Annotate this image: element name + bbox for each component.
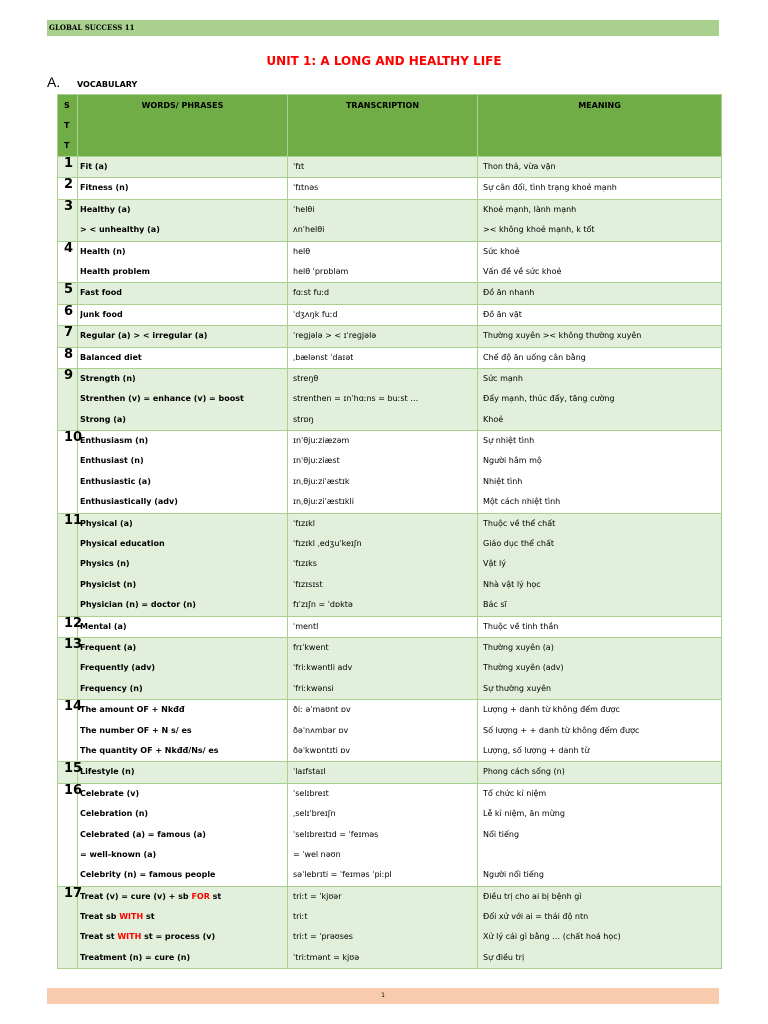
table-row <box>58 513 722 616</box>
transcription-text: ˈlaɪfstaɪl <box>293 767 326 777</box>
word-text: = well-known (a) <box>80 849 157 859</box>
meaning-text: Thon thả, vừa vặn <box>483 162 556 171</box>
transcription-cell <box>288 241 478 283</box>
meaning-text: Điều trị cho ai bị bệnh gì <box>483 891 582 901</box>
table-row <box>58 304 722 325</box>
word-cell <box>78 157 288 178</box>
header-text: GLOBAL SUCCESS 11 <box>49 23 135 32</box>
table-row <box>58 199 722 241</box>
word-cell <box>78 637 288 699</box>
row-number: 7 <box>64 325 74 341</box>
meaning-cell <box>478 513 722 616</box>
footer-bar <box>47 988 719 1004</box>
row-number: 8 <box>64 346 74 362</box>
meaning-cell <box>478 637 722 699</box>
word-text: Celebrate (v) <box>80 788 140 798</box>
transcription-text: ɪnˌθjuːziˈæstɪkli <box>293 497 354 507</box>
row-number-cell <box>58 178 78 199</box>
meaning-text: Vấn đề về sức khoẻ <box>483 266 562 276</box>
table-header-row <box>58 95 722 157</box>
row-number-cell <box>58 430 83 514</box>
word-text: Frequent (a) <box>80 642 137 652</box>
transcription-cell <box>288 347 478 368</box>
transcription-text: triːt = ˈkjʊər <box>293 891 342 901</box>
transcription-text: ˈfɪzɪks <box>293 559 317 569</box>
row-number: 1 <box>64 156 74 171</box>
word-text: Enthusiastically (adv) <box>80 497 178 507</box>
meaning-text: Lễ kỉ niệm, ăn mừng <box>483 809 565 819</box>
meaning-cell <box>478 700 722 762</box>
table-row <box>58 368 722 430</box>
word-text: Fit (a) <box>80 162 108 171</box>
row-number-cell <box>58 157 78 178</box>
word-text: Celebration (n) <box>80 809 149 819</box>
row-number-cell <box>58 782 83 886</box>
transcription-text: ˈtriːtmənt = kjʊə <box>293 952 360 962</box>
transcription-text: ˈfriːkwəntli adv <box>293 663 353 673</box>
word-text: > < unhealthy (a) <box>80 225 160 235</box>
meaning-cell <box>478 326 722 347</box>
row-number-cell <box>58 326 78 347</box>
word-text: Enthusiasm (n) <box>80 436 149 446</box>
meaning-text: Nhiệt tình <box>483 476 523 486</box>
transcription-text: ɪnˈθjuːziæst <box>293 456 340 466</box>
word-text: Treat sb WITH st <box>80 912 155 922</box>
word-text: Physical (a) <box>80 518 133 528</box>
table-row <box>58 637 722 699</box>
transcription-text: ðəˈkwɒntɪti ɒv <box>293 745 351 755</box>
meaning-text: Sự nhiệt tình <box>483 436 535 446</box>
transcription-cell <box>288 431 478 514</box>
header-stt-2: T <box>64 121 70 130</box>
row-number: 12 <box>64 615 83 631</box>
word-text: Frequently (adv) <box>80 663 156 673</box>
word-text: Junk food <box>80 309 123 319</box>
transcription-cell <box>288 637 478 699</box>
meaning-cell <box>478 283 722 304</box>
row-number: 11 <box>64 512 83 528</box>
table-row <box>58 783 722 886</box>
meaning-cell <box>478 431 722 514</box>
word-cell <box>78 431 288 514</box>
transcription-text: helθ ˈprɒbləm <box>293 266 349 276</box>
word-cell <box>78 783 288 886</box>
word-text: Fitness (n) <box>80 183 129 193</box>
meaning-text: Thường xuyên (a) <box>483 642 554 652</box>
row-number-cell <box>58 304 78 325</box>
transcription-text: ˌselɪˈbreɪʃn <box>293 809 336 819</box>
word-text: Fast food <box>80 288 122 298</box>
transcription-text: strɒŋ <box>293 414 314 424</box>
row-number-cell <box>58 199 78 241</box>
transcription-text: ˈfriːkwənsi <box>293 683 334 693</box>
header-words: WORDS/ PHRASES <box>78 95 288 157</box>
transcription-text: = ˈwel nəʊn <box>293 849 341 859</box>
word-text: Celebrated (a) = famous (a) <box>80 829 206 839</box>
transcription-cell <box>288 178 478 199</box>
transcription-text: ˈselɪbreɪt <box>293 788 329 798</box>
meaning-text: Thuộc về tinh thần <box>483 621 559 631</box>
meaning-text: Đồ ăn nhanh <box>483 288 535 298</box>
meaning-cell <box>478 783 722 886</box>
vocabulary-table <box>57 94 722 969</box>
transcription-cell <box>288 199 478 241</box>
word-text: Physics (n) <box>80 559 130 569</box>
word-text: Physical education <box>80 539 165 549</box>
transcription-text: ˈdʒʌŋk fuːd <box>293 309 338 319</box>
transcription-text: ˈfɪzɪkl <box>293 518 316 528</box>
meaning-text: Sức khoẻ <box>483 246 520 256</box>
transcription-text: triːt <box>293 912 308 922</box>
meaning-text: Khoẻ mạnh, lành mạnh <box>483 204 577 214</box>
meaning-cell <box>478 304 722 325</box>
row-number-cell <box>58 368 78 430</box>
row-number: 10 <box>64 430 83 446</box>
meaning-text <box>483 845 721 865</box>
transcription-text: ɪnˌθjuːziˈæstɪk <box>293 476 350 486</box>
meaning-text: Tổ chức kỉ niệm <box>483 788 547 798</box>
transcription-cell <box>288 157 478 178</box>
word-cell <box>78 368 288 430</box>
table-row <box>58 326 722 347</box>
transcription-text: ɪnˈθjuːziæzəm <box>293 436 350 446</box>
meaning-text: Sự cân đối, tình trạng khoẻ mạnh <box>483 183 617 193</box>
word-cell <box>78 304 288 325</box>
row-number-cell <box>58 241 78 283</box>
meaning-text: Nổi tiếng <box>483 829 520 839</box>
word-text: Lifestyle (n) <box>80 767 135 777</box>
section-letter: A. <box>47 74 61 90</box>
meaning-text: Đẩy mạnh, thúc đẩy, tăng cường <box>483 394 615 404</box>
transcription-text: ˈmentl <box>293 621 319 631</box>
word-text: Treat st WITH st = process (v) <box>80 932 216 942</box>
transcription-text: fɪˈzɪʃn = ˈdɒktə <box>293 600 353 610</box>
transcription-text: ðiː əˈmaʊnt ɒv <box>293 705 351 715</box>
meaning-cell <box>478 241 722 283</box>
row-number-cell <box>58 636 83 699</box>
word-cell <box>78 700 288 762</box>
table-row <box>58 431 722 514</box>
meaning-text: Lượng + danh từ không đếm được <box>483 705 620 715</box>
word-text: The quantity OF + Nkđđ/Ns/ es <box>80 745 219 755</box>
meaning-text: Đối xử với ai = thái độ ntn <box>483 912 589 922</box>
transcription-cell <box>288 616 478 637</box>
word-text: Balanced diet <box>80 352 142 362</box>
transcription-text: strenthen = ɪnˈhɑːns = buːst … <box>293 394 419 404</box>
meaning-text: Đồ ăn vặt <box>483 309 522 319</box>
transcription-text: frɪˈkwent <box>293 642 329 652</box>
row-number: 14 <box>64 699 83 715</box>
transcription-cell <box>288 886 478 969</box>
row-number: 16 <box>64 782 83 798</box>
meaning-text: Khoẻ <box>483 414 504 424</box>
row-number: 9 <box>64 367 74 383</box>
row-number-cell <box>58 283 78 304</box>
word-text: Mental (a) <box>80 621 127 631</box>
meaning-cell <box>478 178 722 199</box>
table-row <box>58 616 722 637</box>
word-text: Frequency (n) <box>80 683 143 693</box>
word-text: Health (n) <box>80 246 126 256</box>
meaning-text: Vật lý <box>483 559 507 569</box>
meaning-text: Sự thường xuyên <box>483 683 552 693</box>
section-label: VOCABULARY <box>77 80 138 89</box>
meaning-text: Phong cách sống (n) <box>483 767 565 777</box>
table-row <box>58 157 722 178</box>
row-number: 2 <box>64 177 74 193</box>
word-text: Health problem <box>80 266 150 276</box>
table-row <box>58 347 722 368</box>
header-stt <box>58 95 78 157</box>
word-cell <box>78 616 288 637</box>
word-cell <box>78 199 288 241</box>
word-cell <box>78 326 288 347</box>
row-number-cell <box>58 699 83 762</box>
transcription-text: səˈlebrɪti = ˈfeɪməs ˈpiːpl <box>293 870 392 880</box>
header-stt-3: T <box>64 141 70 150</box>
table-row <box>58 762 722 783</box>
transcription-cell <box>288 283 478 304</box>
transcription-text: ˈselɪbreɪtɪd = ˈfeɪməs <box>293 829 379 839</box>
meaning-text: Sức mạnh <box>483 373 523 383</box>
table-row <box>58 178 722 199</box>
meaning-cell <box>478 199 722 241</box>
transcription-cell <box>288 783 478 886</box>
meaning-cell <box>478 157 722 178</box>
meaning-cell <box>478 347 722 368</box>
header-meaning: MEANING <box>478 95 722 157</box>
meaning-text: Thường xuyên (adv) <box>483 663 564 673</box>
word-text: The amount OF + Nkđđ <box>80 705 185 715</box>
transcription-text: ˈfɪzɪsɪst <box>293 579 323 589</box>
header-stt-1: S <box>64 101 70 110</box>
meaning-text: >< không khoẻ mạnh, k tốt <box>483 225 595 235</box>
transcription-cell <box>288 762 478 783</box>
transcription-text: ˈreɡjələ > < ɪˈreɡjələ <box>293 331 377 341</box>
header-bar <box>47 20 719 36</box>
table-row <box>58 241 722 283</box>
word-cell <box>78 178 288 199</box>
word-text: Strength (n) <box>80 373 136 383</box>
word-text: The number OF + N s/ es <box>80 725 192 735</box>
row-number: 3 <box>64 198 74 214</box>
row-number-cell <box>58 512 83 616</box>
header-transcription: TRANSCRIPTION <box>288 95 478 157</box>
table-row <box>58 283 722 304</box>
word-text: Physician (n) = doctor (n) <box>80 600 196 610</box>
word-text: Treatment (n) = cure (n) <box>80 952 191 962</box>
transcription-text: helθ <box>293 246 311 256</box>
transcription-text: streŋθ <box>293 373 319 383</box>
meaning-text: Xử lý cái gì bằng … (chất hoá học) <box>483 932 621 942</box>
word-text: Healthy (a) <box>80 204 131 214</box>
transcription-text: fɑːst fuːd <box>293 288 330 298</box>
meaning-cell <box>478 368 722 430</box>
word-text: Regular (a) > < irregular (a) <box>80 331 208 341</box>
meaning-text: Bác sĩ <box>483 600 507 610</box>
transcription-cell <box>288 513 478 616</box>
transcription-text: ˈfɪtnəs <box>293 183 319 193</box>
row-number-cell <box>58 761 83 783</box>
word-cell <box>78 513 288 616</box>
word-text: Physicist (n) <box>80 579 137 589</box>
word-cell <box>78 241 288 283</box>
meaning-text: Lượng, số lượng + danh từ <box>483 745 590 755</box>
transcription-cell <box>288 304 478 325</box>
transcription-cell <box>288 368 478 430</box>
word-cell <box>78 347 288 368</box>
meaning-text: Thuộc về thể chất <box>483 518 556 528</box>
table-row <box>58 700 722 762</box>
word-cell <box>78 283 288 304</box>
table-row <box>58 886 722 969</box>
row-number: 13 <box>64 636 83 652</box>
row-number: 17 <box>64 885 83 901</box>
meaning-text: Sự điều trị <box>483 952 525 962</box>
page-number: 1 <box>381 992 385 999</box>
transcription-text: ˌbælənst ˈdaɪət <box>293 352 354 362</box>
meaning-text: Số lượng + + danh từ không đếm được <box>483 725 640 735</box>
word-text: Strong (a) <box>80 414 126 424</box>
row-number-cell <box>58 885 83 969</box>
transcription-text: ˈfɪzɪkl ˌedʒuˈkeɪʃn <box>293 539 362 549</box>
word-text: Celebrity (n) = famous people <box>80 870 216 880</box>
transcription-text: ˈfɪt <box>293 162 305 171</box>
word-text: Strenthen (v) = enhance (v) = boost <box>80 394 244 404</box>
row-number-cell <box>58 347 78 368</box>
meaning-text: Người hâm mộ <box>483 456 542 466</box>
transcription-text: triːt = ˈprəʊses <box>293 932 353 942</box>
meaning-text: Giáo dục thể chất <box>483 539 555 549</box>
meaning-text: Chế độ ăn uống cân bằng <box>483 352 586 362</box>
meaning-cell <box>478 762 722 783</box>
row-number: 15 <box>64 761 83 777</box>
meaning-text: Thường xuyên >< không thường xuyên <box>483 331 642 341</box>
transcription-text: ðəˈnʌmbər ɒv <box>293 725 349 735</box>
word-cell <box>78 886 288 969</box>
word-text: Enthusiastic (a) <box>80 476 151 486</box>
transcription-text: ˈhelθi <box>293 204 315 214</box>
row-number: 5 <box>64 282 74 298</box>
meaning-text: Người nổi tiếng <box>483 870 544 880</box>
word-text: Enthusiast (n) <box>80 456 144 466</box>
row-number: 4 <box>64 240 74 256</box>
meaning-text: Nhà vật lý học <box>483 579 541 589</box>
meaning-cell <box>478 616 722 637</box>
transcription-text: ʌnˈhelθi <box>293 225 325 235</box>
row-number: 6 <box>64 303 74 319</box>
word-cell <box>78 762 288 783</box>
transcription-cell <box>288 326 478 347</box>
transcription-cell <box>288 700 478 762</box>
word-text: Treat (v) = cure (v) + sb FOR st <box>80 891 222 901</box>
meaning-text: Một cách nhiệt tình <box>483 497 561 507</box>
meaning-cell <box>478 886 722 969</box>
page-title: UNIT 1: A LONG AND HEALTHY LIFE <box>266 54 502 68</box>
row-number-cell <box>58 615 83 637</box>
